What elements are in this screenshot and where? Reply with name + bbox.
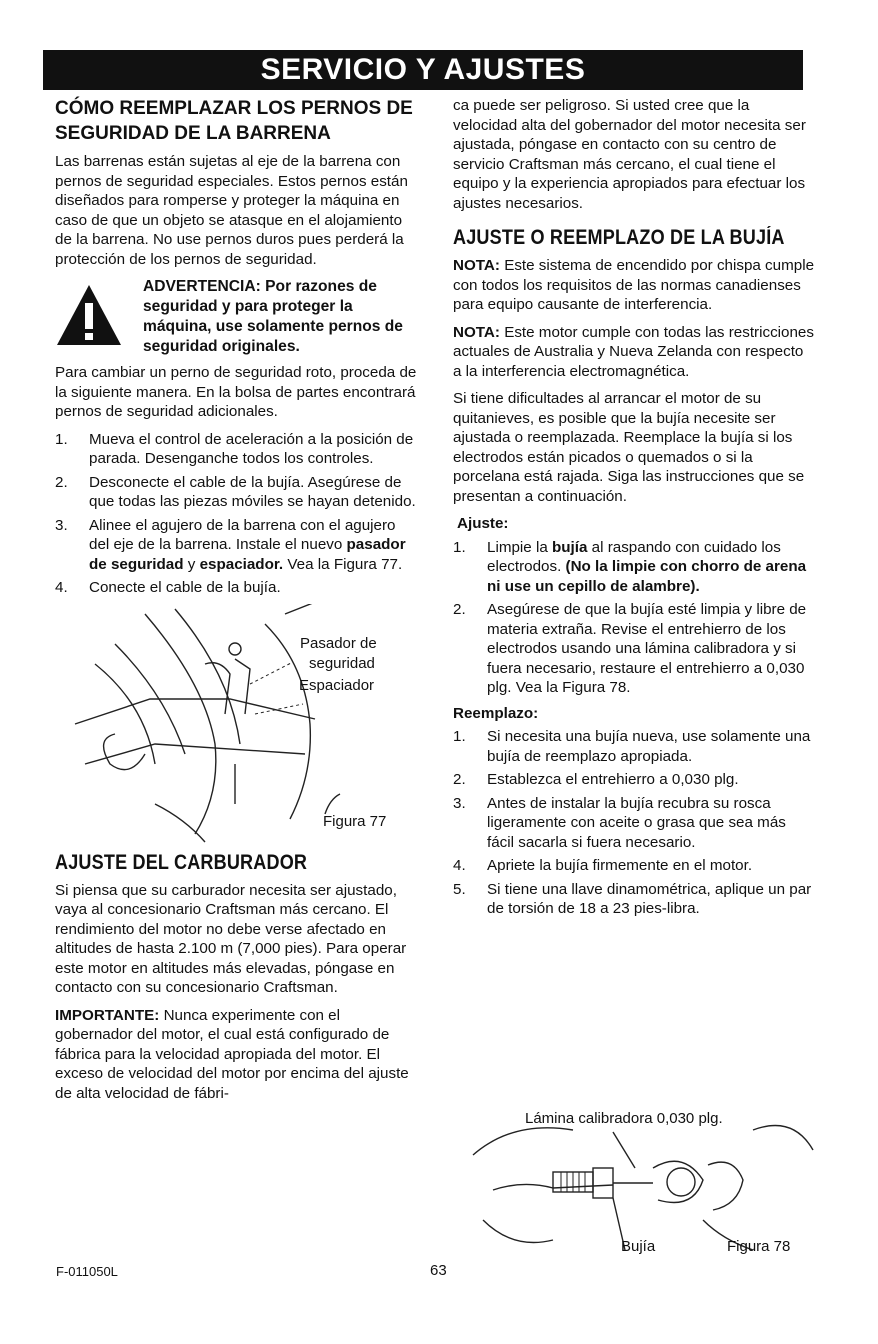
- list-item: 3. Antes de instalar la bujía recubra su rosca ligeramente con aceite o grasa que sea más fácil sacarla si fuera necesario.: [453, 794, 786, 851]
- list-item: 2. Desconecte el cable de la bujía. Asegúrese de que todas las piezas móviles se hayan detenido.: [55, 473, 416, 510]
- note-australia: NOTA: Este motor cumple con todas las restricciones actuales de Australia y Nueva Zelanda con respecto a la interferencia electromagnética.: [453, 323, 814, 380]
- list-item: 1. Limpie la bujía al raspando con cuidado los electrodos. (No la limpie con chorro de arena ni use un cepillo de alambre).: [453, 538, 807, 595]
- label-feeler-gauge: Lámina calibradora 0,030 plg.: [525, 1110, 723, 1127]
- heading-carburetor: AJUSTE DEL CARBURADOR: [55, 850, 308, 874]
- right-column: [453, 96, 815, 925]
- left-column: [55, 96, 417, 1111]
- list-item: 2. Asegúrese de que la bujía esté limpia y libre de materia extraña. Revise el entrehierro de los electrodos usando una lámina calibradora y si fuera necesario, restaure el entrehierro a 0,030 plg. Vea la Figura 78.: [453, 601, 807, 696]
- figure-78-caption: Figura 78: [727, 1238, 791, 1255]
- list-item: 5. Si tiene una llave dinamométrica, aplique un par de torsión de 18 a 23 pies-libra.: [453, 880, 812, 917]
- heading-shear-pins: CÓMO REEMPLAZAR LOS PERNOS DE SEGURIDAD DE LA BARRENA: [55, 98, 413, 144]
- paragraph-intro: Las barrenas están sujetas al eje de la barrena con pernos de seguridad especiales. Estos pernos están diseñados para romperse y proteger la máquina en caso de que un objeto se atasque en el alojamiento de la barrena. No use pernos duros pues perderá la protección de los pernos de seguridad.: [55, 153, 408, 268]
- label-spacer: Espaciador: [299, 676, 375, 694]
- list-item: 4. Apriete la bujía firmemente en el motor.: [453, 857, 753, 874]
- list-item: 3. Alinee el agujero de la barrena con el agujero del eje de la barrena. Instale el nuevo pasador de seguridad y espaciador. Vea la Figura 77.: [55, 516, 406, 573]
- replacement-steps: [453, 727, 815, 919]
- label-shear-pin-1: Pasador de: [300, 634, 377, 652]
- section-banner: SERVICIO Y AJUSTES: [43, 50, 803, 90]
- shear-pin-steps: [55, 430, 417, 598]
- warning-icon: [55, 283, 123, 347]
- list-item: 1. Mueva el control de aceleración a la posición de parada. Desenganche todos los controles.: [55, 430, 414, 467]
- adjustment-steps: [453, 538, 815, 698]
- label-shear-pin-2: seguridad: [309, 654, 375, 672]
- paragraph-procedure: Para cambiar un perno de seguridad roto, proceda de la siguiente manera. En la bolsa de partes encontrará pernos de seguridad adicionales.: [55, 364, 417, 420]
- subheading-replacement: Reemplazo:: [453, 704, 539, 722]
- page-number: 63: [430, 1262, 447, 1279]
- figure-77: [55, 604, 417, 846]
- warning-block: [55, 277, 417, 357]
- document-code: F-011050L: [56, 1264, 118, 1279]
- paragraph-carburetor: Si piensa que su carburador necesita ser ajustado, vaya al concesionario Craftsman más cercano. El rendimiento del motor no debe verse afectado en altitudes de hasta 2.100 m (7,000 pies). Para operar este motor en altitudes más elevadas, póngase en contacto con su concesionario Craftsman.: [55, 881, 407, 996]
- paragraph-spark-plug: Si tiene dificultades al arrancar el motor de su quitanieves, es posible que la bujía necesite ser ajustada o reemplazada. Reemplace la bujía si los electrodos están picados o quemados o si la porcelana está rajada. Siga las instrucciones que se presentan a continuación.: [453, 390, 805, 505]
- label-spark-plug: Bujía: [621, 1238, 656, 1255]
- heading-spark-plug: AJUSTE O REEMPLAZO DE LA BUJÍA: [453, 226, 785, 249]
- paragraph-governor: ca puede ser peligroso. Si usted cree que la velocidad alta del gobernador del motor necesita ser ajustada, póngase en contacto con su centro de servicio Craftsman más cercano, el cual tiene el equipo y la experiencia apropiados para efectuar los ajustes necesarios.: [453, 97, 806, 212]
- list-item: 1. Si necesita una bujía nueva, use solamente una bujía de reemplazo apropiada.: [453, 728, 811, 765]
- figure-77-caption: Figura 77: [323, 812, 387, 830]
- figure-78: [453, 1110, 815, 1260]
- subheading-adjustment: Ajuste:: [457, 515, 509, 532]
- paragraph-important: IMPORTANTE: Nunca experimente con el gobernador del motor, el cual está configurado de fábrica para la velocidad apropiada del motor. El exceso de velocidad del motor por encima del ajuste de alta velocidad de fábri-: [55, 1006, 409, 1102]
- warning-text: ADVERTENCIA: Por razones de seguridad y para proteger la máquina, use solamente pernos de seguridad originales.: [143, 278, 403, 355]
- list-item: 4. Conecte el cable de la bujía.: [55, 579, 281, 596]
- list-item: 2. Establezca el entrehierro a 0,030 plg.: [453, 771, 739, 788]
- note-canada: NOTA: Este sistema de encendido por chispa cumple con todos los requisitos de las normas canadienses para equipo causante de interferencia.: [453, 257, 815, 313]
